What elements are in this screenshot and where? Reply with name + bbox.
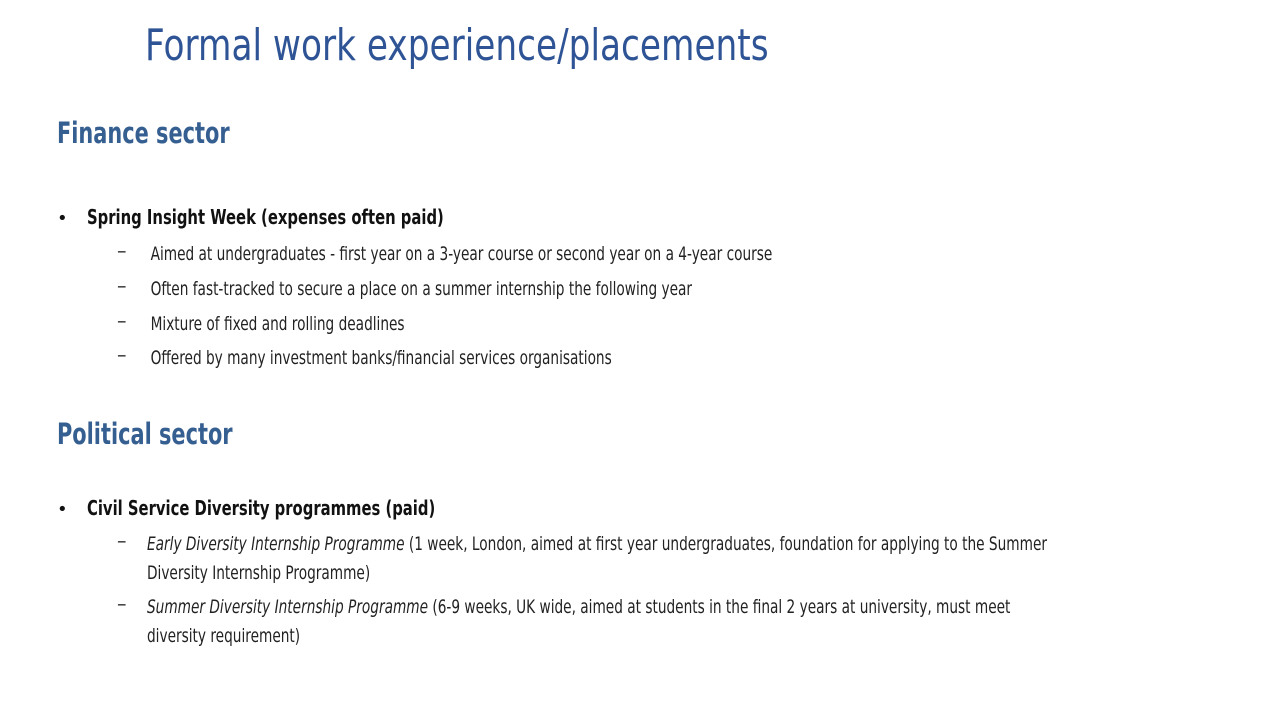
dash-icon: – bbox=[117, 344, 127, 366]
political-bullet-text: Civil Service Diversity programmes (paid) bbox=[87, 496, 436, 520]
programme-details: (1 week, London, aimed at first year undergraduates, foundation for applying to the Summer Diversity Internship Programme) bbox=[147, 533, 1047, 584]
programme-name: Summer Diversity Internship Programme bbox=[147, 596, 429, 618]
finance-bullet bbox=[57, 205, 569, 229]
finance-item-text: Mixture of fixed and rolling deadlines bbox=[150, 313, 405, 335]
slide-title: Formal work experience/placements bbox=[145, 20, 769, 71]
finance-bullet-text: Spring Insight Week (expenses often paid) bbox=[87, 205, 444, 229]
dash-icon: – bbox=[117, 275, 127, 297]
finance-item-text: Often fast-tracked to secure a place on a summer internship the following year bbox=[150, 278, 693, 300]
dash-icon: – bbox=[117, 240, 127, 262]
finance-sector-heading: Finance sector bbox=[57, 116, 230, 150]
political-bullet bbox=[57, 496, 558, 520]
political-item-2 bbox=[117, 593, 1280, 651]
finance-item-text: Offered by many investment banks/financial services organisations bbox=[150, 347, 612, 369]
programme-details: (6-9 weeks, UK wide, aimed at students in the final 2 years at university, must meet diversity requirement) bbox=[147, 596, 1011, 647]
finance-item-2 bbox=[117, 275, 904, 304]
bullet-icon: • bbox=[57, 499, 68, 520]
finance-item-1 bbox=[117, 240, 1015, 269]
political-item-text bbox=[147, 593, 1061, 651]
political-sector-heading: Political sector bbox=[57, 417, 233, 451]
political-item-1 bbox=[117, 530, 1280, 588]
dash-icon: – bbox=[117, 593, 127, 615]
finance-item-4 bbox=[117, 344, 792, 373]
political-item-text bbox=[147, 530, 1061, 588]
dash-icon: – bbox=[117, 310, 127, 332]
programme-name: Early Diversity Internship Programme bbox=[147, 533, 405, 555]
dash-icon: – bbox=[117, 530, 127, 552]
bullet-icon: • bbox=[57, 208, 68, 229]
finance-item-text: Aimed at undergraduates - first year on a 3-year course or second year on a 4-year course bbox=[150, 243, 773, 265]
finance-item-3 bbox=[117, 310, 505, 339]
